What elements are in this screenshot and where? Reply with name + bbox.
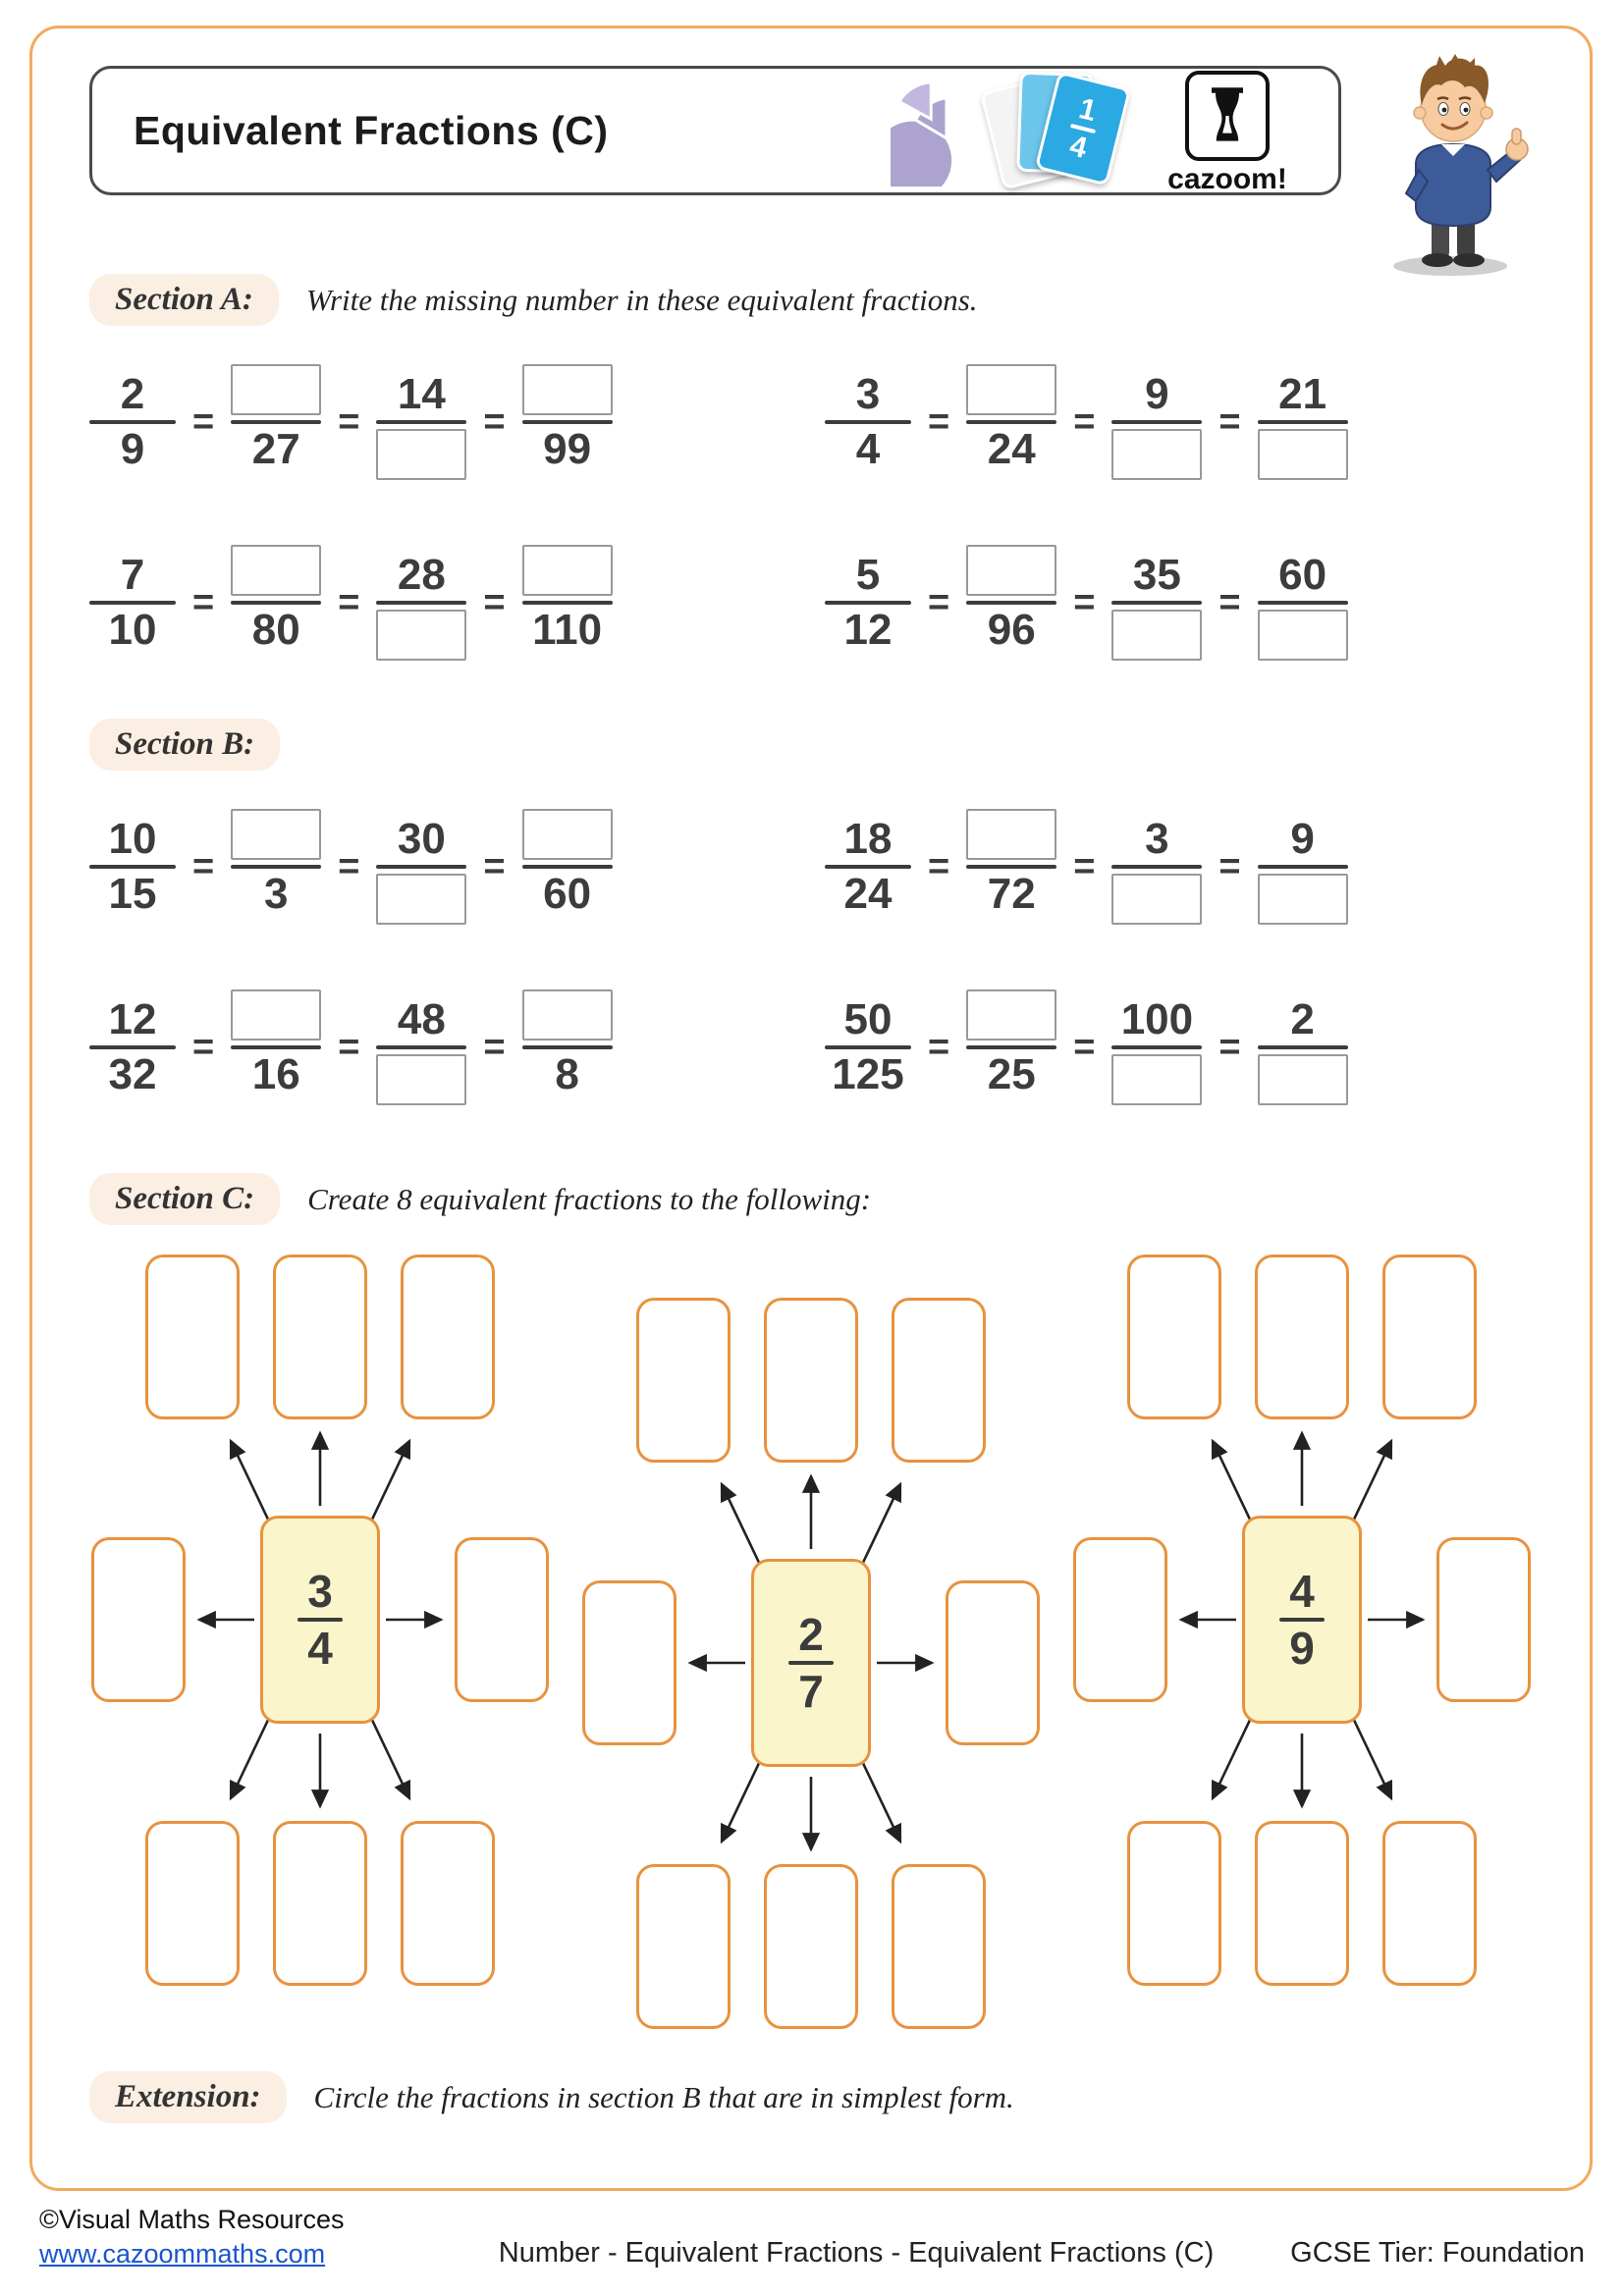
equals-sign: = — [338, 845, 360, 887]
denominator: 125 — [832, 1050, 904, 1098]
section-a-instruction: Write the missing number in these equivalent fractions. — [305, 282, 978, 317]
numerator: 10 — [108, 815, 157, 863]
denominator-slot — [966, 605, 1056, 666]
numerator-slot — [825, 359, 911, 420]
numerator: 12 — [108, 995, 157, 1043]
fraction — [298, 1567, 343, 1673]
numerator-slot — [231, 985, 321, 1045]
denominator-slot — [1258, 869, 1348, 930]
equals-sign: = — [192, 845, 215, 887]
equivalent-fraction-box[interactable] — [1382, 1821, 1477, 1986]
numerator-slot — [522, 540, 613, 601]
denominator-slot — [89, 424, 176, 485]
denominator: 12 — [843, 606, 893, 654]
section-a-label: Section A: — [89, 274, 279, 326]
numerator: 2 — [798, 1609, 824, 1660]
denominator: 9 — [120, 425, 145, 473]
fraction-chain — [89, 540, 797, 666]
numerator-slot — [89, 540, 176, 601]
fraction — [231, 359, 321, 485]
numerator: 14 — [397, 370, 446, 418]
fraction — [376, 359, 466, 485]
fraction — [1258, 359, 1348, 485]
numerator-slot — [298, 1567, 343, 1618]
denominator: 96 — [987, 606, 1036, 654]
denominator-slot — [231, 1049, 321, 1110]
denominator-slot — [376, 869, 466, 930]
flashcard-denominator: 4 — [1066, 129, 1091, 165]
denominator-slot — [376, 1049, 466, 1110]
fraction — [89, 985, 176, 1110]
numerator: 30 — [397, 815, 446, 863]
section-b-header — [89, 719, 1533, 771]
denominator: 110 — [532, 606, 603, 654]
equivalent-fraction-box[interactable] — [273, 1821, 367, 1986]
answer-box[interactable] — [376, 1054, 466, 1105]
denominator: 8 — [555, 1050, 579, 1098]
center-fraction-card — [260, 1516, 380, 1724]
answer-box[interactable] — [376, 429, 466, 480]
fraction — [522, 359, 613, 485]
denominator: 4 — [855, 425, 881, 473]
denominator-slot — [231, 424, 321, 485]
equals-sign: = — [1218, 845, 1241, 887]
numerator: 18 — [843, 815, 893, 863]
section-a-chains — [89, 359, 1533, 666]
fraction — [966, 540, 1056, 666]
numerator-slot — [1258, 804, 1348, 865]
equivalent-fraction-box[interactable] — [1127, 1821, 1221, 1986]
flashcard-numerator: 1 — [1075, 91, 1100, 128]
numerator: 2 — [1290, 995, 1315, 1043]
fraction — [966, 804, 1056, 930]
denominator-slot — [1111, 605, 1202, 666]
numerator-slot — [376, 985, 466, 1045]
numerator: 21 — [1278, 370, 1327, 418]
title-box — [89, 66, 1341, 195]
fraction — [231, 540, 321, 666]
equivalent-fraction-box[interactable] — [582, 1580, 677, 1745]
equivalent-fraction-box[interactable] — [145, 1255, 240, 1419]
fraction — [376, 804, 466, 930]
denominator-slot — [522, 424, 613, 485]
numerator: 50 — [843, 995, 893, 1043]
equals-sign: = — [192, 581, 215, 623]
equivalent-fraction-box[interactable] — [91, 1537, 186, 1702]
answer-box[interactable] — [522, 989, 613, 1041]
answer-box[interactable] — [231, 809, 321, 860]
denominator: 60 — [543, 870, 592, 918]
extension-label: Extension: — [89, 2071, 287, 2123]
equals-sign: = — [192, 1026, 215, 1068]
denominator: 10 — [108, 606, 157, 654]
denominator-slot — [89, 1049, 176, 1110]
equivalent-fraction-box[interactable] — [946, 1580, 1040, 1745]
numerator-slot — [522, 985, 613, 1045]
equals-sign: = — [483, 1026, 506, 1068]
page-title: Equivalent Fractions (C) — [134, 107, 609, 153]
equivalent-fraction-box[interactable] — [892, 1864, 986, 2029]
numerator-slot — [1111, 985, 1202, 1045]
equivalent-fraction-box[interactable] — [636, 1864, 731, 2029]
answer-box[interactable] — [231, 364, 321, 415]
fraction — [1111, 359, 1202, 485]
numerator: 5 — [855, 551, 881, 599]
answer-box[interactable] — [966, 809, 1056, 860]
numerator-slot — [966, 359, 1056, 420]
numerator: 3 — [855, 370, 881, 418]
equivalent-fraction-box[interactable] — [1255, 1821, 1349, 1986]
numerator-slot — [1279, 1567, 1325, 1618]
center-fraction-card — [751, 1559, 871, 1767]
fraction — [231, 804, 321, 930]
fraction — [522, 804, 613, 930]
answer-box[interactable] — [1111, 429, 1202, 480]
numerator-slot — [89, 804, 176, 865]
answer-box[interactable] — [966, 545, 1056, 596]
numerator-slot — [231, 540, 321, 601]
denominator: 4 — [307, 1623, 333, 1674]
section-a-header — [89, 274, 1533, 326]
equals-sign: = — [928, 581, 950, 623]
numerator-slot — [1111, 359, 1202, 420]
answer-box[interactable] — [1258, 1054, 1348, 1105]
numerator-slot — [89, 985, 176, 1045]
equals-sign: = — [483, 581, 506, 623]
equivalent-fraction-box[interactable] — [455, 1537, 549, 1702]
denominator: 25 — [987, 1050, 1036, 1098]
section-c-spiders — [89, 1255, 1533, 2032]
equals-sign: = — [338, 400, 360, 443]
numerator: 9 — [1145, 370, 1169, 418]
denominator-slot — [89, 869, 176, 930]
denominator: 24 — [843, 870, 893, 918]
fraction — [376, 540, 466, 666]
numerator: 60 — [1278, 551, 1327, 599]
answer-box[interactable] — [522, 545, 613, 596]
fraction — [825, 804, 911, 930]
equivalent-fraction-box[interactable] — [1255, 1255, 1349, 1419]
answer-box[interactable] — [1258, 610, 1348, 661]
footer — [29, 2203, 1595, 2271]
answer-box[interactable] — [966, 364, 1056, 415]
denominator-slot — [825, 869, 911, 930]
numerator-slot — [825, 804, 911, 865]
fraction — [1279, 1567, 1325, 1673]
fraction — [966, 985, 1056, 1110]
denominator-slot — [966, 1049, 1056, 1110]
answer-box[interactable] — [231, 989, 321, 1041]
denominator: 7 — [798, 1666, 824, 1717]
fraction — [1111, 804, 1202, 930]
fraction — [522, 985, 613, 1110]
denominator: 16 — [251, 1050, 300, 1098]
equals-sign: = — [1218, 400, 1241, 443]
answer-box[interactable] — [1258, 874, 1348, 925]
equals-sign: = — [1218, 1026, 1241, 1068]
denominator-slot — [966, 869, 1056, 930]
equivalent-fraction-box[interactable] — [1127, 1255, 1221, 1419]
fraction — [788, 1610, 834, 1716]
extension-header — [89, 2071, 1533, 2123]
denominator-slot — [825, 605, 911, 666]
denominator-slot — [1258, 605, 1348, 666]
pie-chart-icon — [891, 80, 997, 187]
denominator-slot — [89, 605, 176, 666]
numerator-slot — [376, 540, 466, 601]
fraction — [825, 359, 911, 485]
numerator-slot — [376, 359, 466, 420]
equals-sign: = — [1073, 400, 1096, 443]
numerator: 48 — [397, 995, 446, 1043]
numerator-slot — [1258, 359, 1348, 420]
footer-tier: GCSE Tier: Foundation — [1290, 2237, 1585, 2269]
header — [89, 66, 1533, 240]
equals-sign: = — [1073, 581, 1096, 623]
denominator-slot — [376, 424, 466, 485]
numerator-slot — [376, 804, 466, 865]
cazoom-logo — [1154, 71, 1301, 196]
equivalent-fraction-box[interactable] — [764, 1298, 858, 1463]
fraction-chain — [825, 359, 1533, 485]
extension-instruction: Circle the fractions in section B that are in simplest form. — [313, 2079, 1014, 2114]
numerator-slot — [1258, 540, 1348, 601]
numerator-slot — [231, 359, 321, 420]
fraction — [825, 985, 911, 1110]
equivalent-fraction-box[interactable] — [1436, 1537, 1531, 1702]
denominator-slot — [966, 424, 1056, 485]
fraction — [1111, 540, 1202, 666]
denominator-slot — [298, 1622, 343, 1673]
answer-box[interactable] — [1111, 1054, 1202, 1105]
answer-box[interactable] — [376, 874, 466, 925]
fraction — [89, 804, 176, 930]
fraction — [1258, 540, 1348, 666]
denominator-slot — [1111, 1049, 1202, 1110]
fraction — [89, 359, 176, 485]
equals-sign: = — [483, 400, 506, 443]
denominator-slot — [522, 605, 613, 666]
numerator-slot — [1111, 804, 1202, 865]
denominator: 80 — [251, 606, 300, 654]
fraction — [1258, 804, 1348, 930]
cazoom-logo-text: cazoom! — [1167, 163, 1287, 195]
footer-left — [39, 2203, 461, 2271]
denominator: 3 — [263, 870, 289, 918]
denominator: 24 — [987, 425, 1036, 473]
denominator-slot — [1279, 1622, 1325, 1673]
fraction-chain — [89, 985, 797, 1110]
answer-box[interactable] — [522, 364, 613, 415]
fraction — [522, 540, 613, 666]
equals-sign: = — [1073, 1026, 1096, 1068]
section-c-label: Section C: — [89, 1173, 280, 1225]
equals-sign: = — [483, 845, 506, 887]
equals-sign: = — [1073, 845, 1096, 887]
denominator: 72 — [987, 870, 1036, 918]
equivalent-fraction-box[interactable] — [401, 1255, 495, 1419]
equivalent-fraction-box[interactable] — [764, 1864, 858, 2029]
numerator-slot — [966, 804, 1056, 865]
denominator-slot — [825, 1049, 911, 1110]
fraction-chain — [825, 985, 1533, 1110]
denominator: 99 — [543, 425, 592, 473]
answer-box[interactable] — [1111, 610, 1202, 661]
website-link[interactable]: www.cazoommaths.com — [39, 2239, 326, 2269]
numerator-slot — [522, 359, 613, 420]
numerator-slot — [1258, 985, 1348, 1045]
equals-sign: = — [928, 1026, 950, 1068]
equals-sign: = — [1218, 581, 1241, 623]
denominator-slot — [376, 605, 466, 666]
denominator: 27 — [251, 425, 300, 473]
fraction — [231, 985, 321, 1110]
denominator-slot — [1111, 424, 1202, 485]
numerator: 28 — [397, 551, 446, 599]
spider-diagram — [89, 1255, 551, 1986]
denominator: 9 — [1289, 1623, 1315, 1674]
equivalent-fraction-box[interactable] — [1073, 1537, 1167, 1702]
numerator: 35 — [1132, 551, 1181, 599]
denominator-slot — [522, 869, 613, 930]
answer-box[interactable] — [966, 989, 1056, 1041]
equivalent-fraction-box[interactable] — [1382, 1255, 1477, 1419]
numerator-slot — [231, 804, 321, 865]
equals-sign: = — [928, 400, 950, 443]
denominator-slot — [1258, 424, 1348, 485]
numerator: 7 — [120, 551, 145, 599]
spider-diagram — [1071, 1255, 1533, 1986]
answer-box[interactable] — [376, 610, 466, 661]
numerator-slot — [825, 540, 911, 601]
denominator-slot — [788, 1665, 834, 1716]
spider-diagram — [580, 1298, 1042, 2029]
numerator: 2 — [120, 370, 145, 418]
section-c-instruction: Create 8 equivalent fractions to the following: — [307, 1181, 872, 1216]
numerator: 100 — [1120, 995, 1194, 1043]
denominator: 15 — [108, 870, 157, 918]
numerator: 3 — [1145, 815, 1169, 863]
numerator-slot — [1111, 540, 1202, 601]
numerator-slot — [825, 985, 911, 1045]
answer-box[interactable] — [1111, 874, 1202, 925]
answer-box[interactable] — [522, 809, 613, 860]
section-b-chains — [89, 804, 1533, 1110]
equivalent-fraction-box[interactable] — [145, 1821, 240, 1986]
numerator-slot — [788, 1610, 834, 1661]
fraction-chain — [89, 804, 797, 930]
denominator-slot — [231, 605, 321, 666]
mascot-illustration — [1352, 54, 1558, 280]
cazoom-logo-icon — [1185, 71, 1270, 161]
center-fraction-card — [1242, 1516, 1362, 1724]
equivalent-fraction-box[interactable] — [636, 1298, 731, 1463]
equivalent-fraction-box[interactable] — [892, 1298, 986, 1463]
fraction-chain — [89, 359, 797, 485]
fraction — [825, 540, 911, 666]
denominator-slot — [231, 869, 321, 930]
fraction-chain — [825, 540, 1533, 666]
fraction — [376, 985, 466, 1110]
answer-box[interactable] — [231, 545, 321, 596]
numerator-slot — [966, 985, 1056, 1045]
denominator-slot — [825, 424, 911, 485]
answer-box[interactable] — [1258, 429, 1348, 480]
fraction — [1258, 985, 1348, 1110]
fraction — [89, 540, 176, 666]
footer-breadcrumb: Number - Equivalent Fractions - Equivalent Fractions (C) — [498, 2237, 1215, 2269]
fraction — [1111, 985, 1202, 1110]
section-c-header — [89, 1173, 1533, 1225]
numerator-slot — [966, 540, 1056, 601]
equivalent-fraction-box[interactable] — [401, 1821, 495, 1986]
worksheet-page — [29, 26, 1593, 2191]
numerator: 4 — [1289, 1566, 1315, 1617]
numerator-slot — [89, 359, 176, 420]
denominator: 32 — [108, 1050, 157, 1098]
denominator-slot — [1111, 869, 1202, 930]
fraction — [966, 359, 1056, 485]
copyright-text: ©Visual Maths Resources — [39, 2205, 345, 2234]
section-b-label: Section B: — [89, 719, 280, 771]
fraction-chain — [825, 804, 1533, 930]
fraction-flashcards-icon — [987, 63, 1134, 210]
equals-sign: = — [192, 400, 215, 443]
equivalent-fraction-box[interactable] — [273, 1255, 367, 1419]
denominator-slot — [522, 1049, 613, 1110]
numerator: 3 — [307, 1566, 333, 1617]
numerator: 9 — [1290, 815, 1315, 863]
equals-sign: = — [338, 1026, 360, 1068]
equals-sign: = — [928, 845, 950, 887]
equals-sign: = — [338, 581, 360, 623]
numerator-slot — [522, 804, 613, 865]
denominator-slot — [1258, 1049, 1348, 1110]
